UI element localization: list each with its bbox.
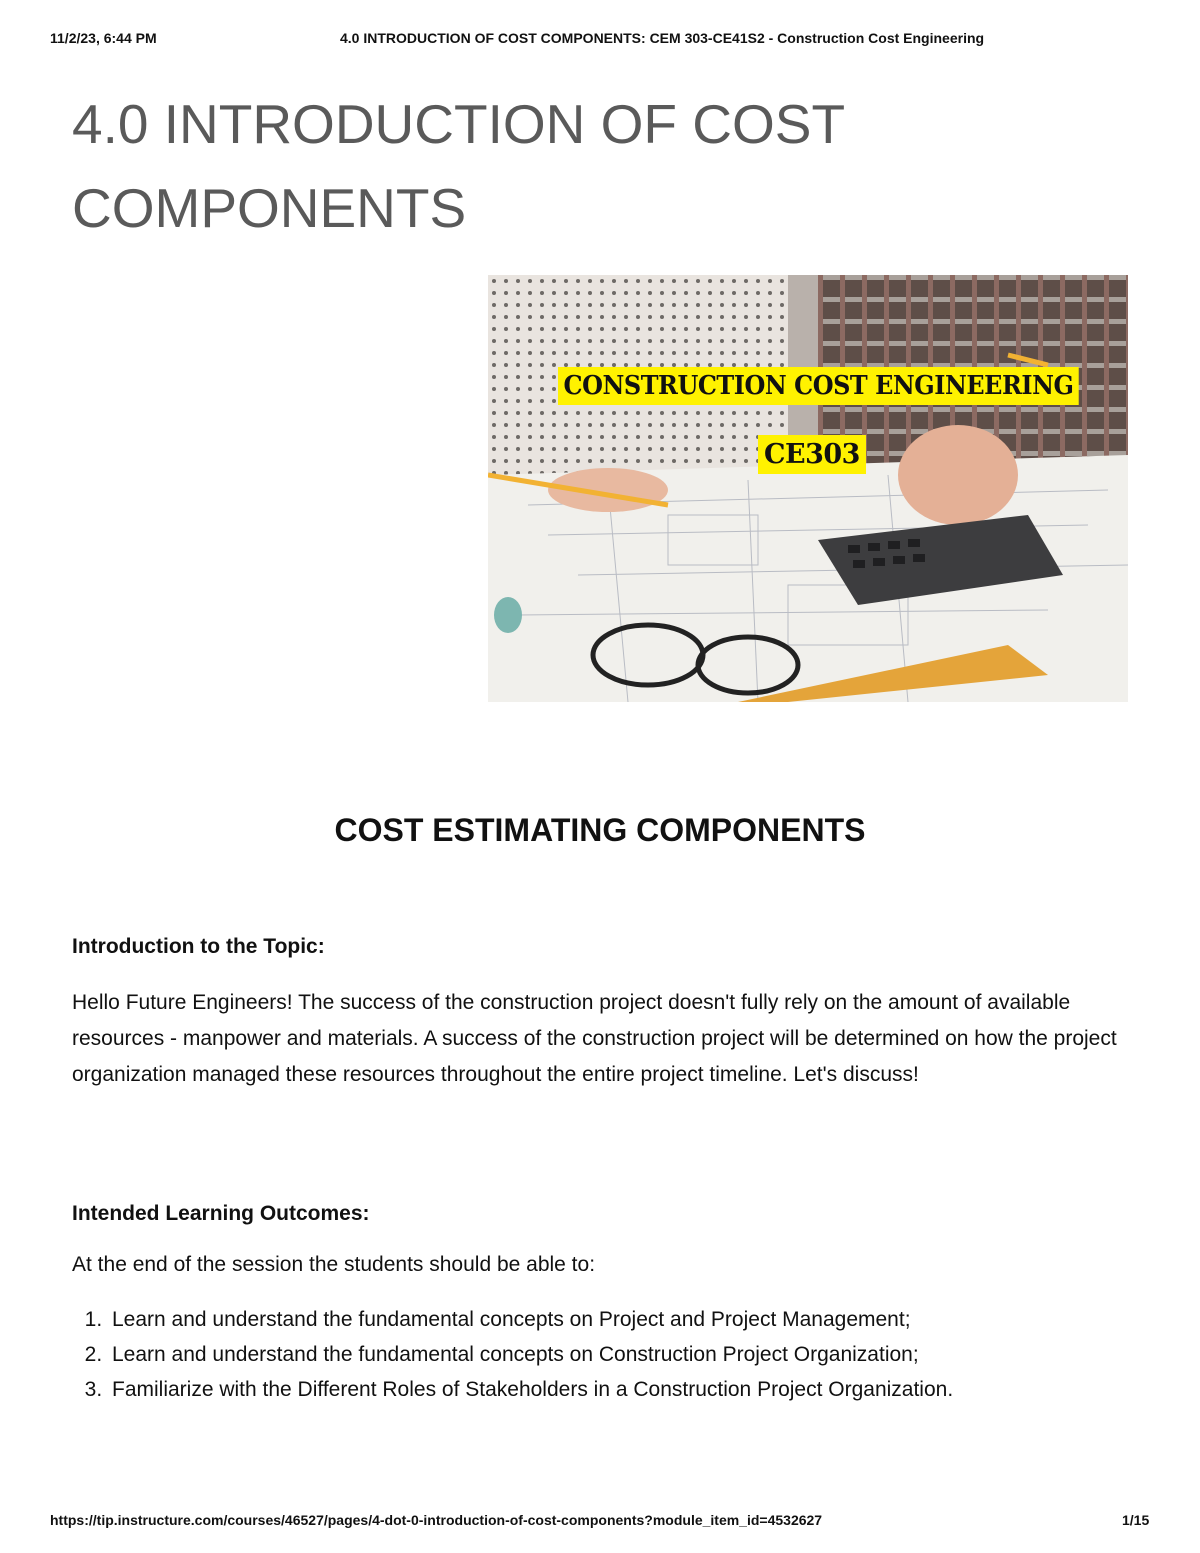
hero-illustration: [488, 275, 1128, 702]
page-title: 4.0 INTRODUCTION OF COST COMPONENTS: [72, 93, 845, 239]
hero-caption-code: CE303: [758, 435, 866, 474]
list-item: 1. Learn and understand the fundamental concepts on Project and Project Management;: [108, 1302, 1188, 1337]
print-url: https://tip.instructure.com/courses/46527/pages/4-dot-0-introduction-of-cost-components?module_item_id=4532627: [50, 1512, 823, 1528]
intro-label: Introduction to the Topic:: [72, 935, 325, 958]
list-item: 3. Familiarize with the Different Roles of Stakeholders in a Construction Project Organization.: [108, 1372, 1188, 1407]
outcomes-label: Intended Learning Outcomes:: [72, 1202, 370, 1225]
intro-text: Hello Future Engineers! The success of the construction project doesn't fully rely on the amount of available resources - manpower and materials. A success of the construction project will be determined on how the project organization managed these resources throughout the entire project timeline. Let's discuss!: [72, 991, 1117, 1086]
print-datetime: 11/2/23, 6:44 PM: [50, 30, 157, 46]
section-heading: COST ESTIMATING COMPONENTS: [334, 812, 866, 848]
print-page-title: 4.0 INTRODUCTION OF COST COMPONENTS: CEM 303-CE41S2 - Construction Cost Engineering: [340, 30, 985, 46]
page-number: 1/15: [1122, 1512, 1150, 1528]
list-item: 2. Learn and understand the fundamental concepts on Construction Project Organization;: [108, 1337, 1188, 1372]
hero-caption-title: CONSTRUCTION COST ENGINEERING: [558, 367, 1079, 405]
outcomes-list: [72, 1302, 1188, 1407]
outcomes-lead: At the end of the session the students should be able to:: [72, 1253, 596, 1276]
hero-image: [488, 275, 1128, 702]
